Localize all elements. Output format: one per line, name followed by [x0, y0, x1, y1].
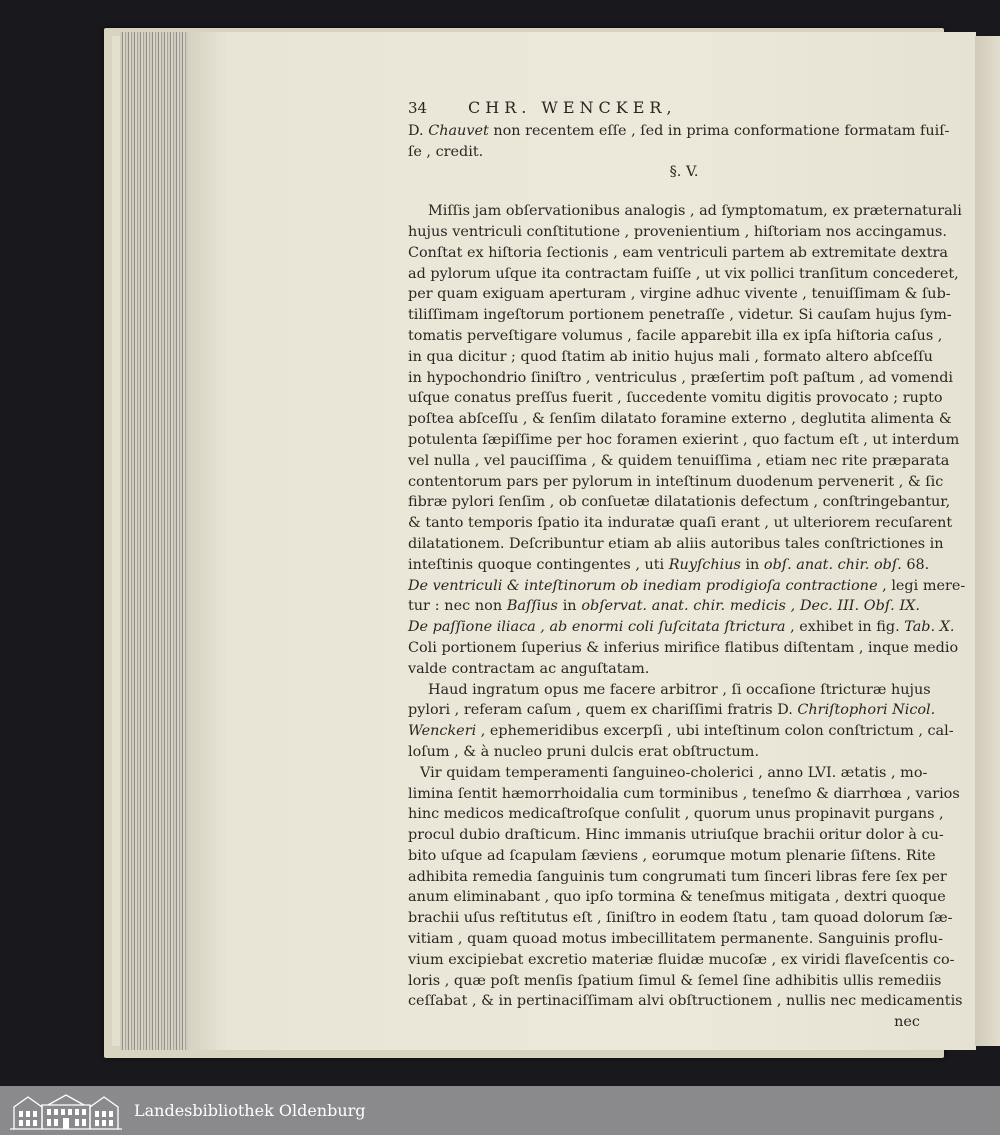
text-line: [408, 867, 947, 888]
page-stack-edges: [120, 32, 192, 1050]
text-segment: Conſtat ex hiſtoria ſectionis , eam ventriculi partem ab extremitate dextra: [408, 244, 948, 261]
text-segment: adhibita remedia ſanguinis tum congrumati tum ſinceri libras fere ſex per: [408, 868, 947, 885]
italic-text: Chriſtophori Nicol.: [797, 702, 936, 719]
text-segment: contentorum pars per pylorum in inteſtinum duodenum pervenerit , & ſic: [408, 473, 944, 490]
text-segment: limina ſentit hæmorrhoidalia cum torminibus , teneſmo & diarrhœa , varios: [408, 785, 960, 802]
text-line: [408, 742, 920, 763]
text-segment: & tanto temporis ſpatio ita induratæ quaſi erant , ut ulteriorem recuſarent: [408, 515, 953, 532]
text-line: [408, 908, 953, 929]
text-line: [408, 201, 962, 222]
text-line: [408, 534, 944, 555]
text-segment: pylori , referam caſum , quem ex chariſſimi fratris D.: [408, 702, 798, 719]
text-line: [408, 825, 944, 846]
text-line: [408, 451, 950, 472]
text-line: [408, 680, 931, 701]
italic-text: Ruyſchius: [668, 556, 741, 573]
text-segment: non recentem eſſe , ſed in prima conformatione formatam fuiſ-: [488, 122, 950, 139]
text-segment: anum eliminabant , quo ipſo tormina & teneſmus mitigata , dextri quoque: [408, 889, 946, 906]
text-segment: ſe , credit.: [408, 143, 484, 160]
text-line: [408, 409, 952, 430]
page-text-block: [408, 98, 966, 1033]
text-line: [408, 804, 944, 825]
text-segment: vium excipiebat excretio materiæ fluidæ mucoſæ , ex viridi flaveſcentis co-: [408, 951, 955, 968]
text-segment: poſtea abſceſſu , & ſenſim dilatato foramine externo , deglutita alimenta &: [408, 411, 952, 428]
text-segment: Haud ingratum opus me facere arbitror , ſi occaſione ſtricturæ hujus: [428, 681, 931, 698]
text-line: [408, 326, 943, 347]
italic-text: De ventriculi & inteſtinorum ob inediam prodigioſa contractione: [408, 577, 878, 594]
text-segment: ceſſabat , & in pertinaciſſimam alvi obſtructionem , nullis nec medicamentis: [408, 993, 963, 1010]
text-segment: , legi mere-: [877, 577, 966, 594]
text-line: [408, 700, 936, 721]
text-line: [408, 492, 951, 513]
text-segment: in: [740, 556, 764, 573]
library-building-icon: [8, 1091, 124, 1131]
text-line: [408, 971, 942, 992]
text-segment: vel nulla , vel pauciſſima , & quidem tenuiſſima , etiam nec rite præparata: [408, 452, 950, 469]
catchword: nec: [894, 1014, 920, 1031]
text-line: [408, 430, 960, 451]
text-line: [408, 264, 959, 285]
text-segment: D.: [408, 122, 429, 139]
text-segment: tur : nec non: [408, 598, 507, 615]
text-segment: , ephemeridibus excerpſi , ubi inteſtinum colon conſtrictum , cal-: [476, 723, 954, 740]
italic-text: Wenckeri: [408, 723, 477, 740]
text-line: [408, 121, 950, 142]
text-line: [408, 305, 952, 326]
text-segment: in qua dicitur ; quod ſtatim ab initio hujus mali , formato altero abſceſſu: [408, 348, 933, 365]
text-segment: per quam exiguam aperturam , virgine adhuc vivente , tenuiſſimam & ſub-: [408, 286, 951, 303]
text-line: [408, 784, 960, 805]
library-name: Landesbibliothek Oldenburg: [134, 1101, 366, 1120]
footer-bar: [0, 1086, 1000, 1135]
text-line: [408, 846, 936, 867]
italic-text: obſervat. anat. chir. medicis , Dec. III. Obſ. IX.: [581, 598, 920, 615]
text-segment: inteſtinis quoque contingentes , uti: [408, 556, 669, 573]
text-line: [408, 659, 920, 680]
text-line: [408, 763, 928, 784]
text-segment: tiliſſimam ingeſtorum portionem penetraſſe , videtur. Si cauſam hujus ſym-: [408, 307, 952, 324]
text-segment: hinc medicos medicaſtroſque conſulit , quorum unus propinavit purgans ,: [408, 806, 944, 823]
text-segment: Vir quidam temperamenti ſanguineo-cholerici , anno LVI. ætatis , mo-: [420, 764, 928, 781]
text-segment: hujus ventriculi conſtitutione , provenientium , hiſtoriam nos accingamus.: [408, 223, 947, 240]
italic-text: De paſſione iliaca , ab enormi coli ſuſcitata ſtrictura: [408, 619, 786, 636]
italic-text: Baſſius: [506, 598, 558, 615]
running-head: [408, 98, 920, 119]
text-segment: , exhibet in fig.: [785, 619, 905, 636]
text-line: [408, 347, 933, 368]
text-segment: tomatis perveſtigare volumus , facile apparebit illa ex ipſa hiſtoria caſus ,: [408, 327, 943, 344]
text-line: [408, 991, 963, 1012]
page-number: 34: [408, 99, 428, 117]
text-segment: valde contractam ac anguſtatam.: [408, 660, 650, 677]
text-line: [408, 887, 946, 908]
text-line: [408, 284, 951, 305]
text-segment: bito uſque ad ſcapulam ſæviens , eorumque motum plenarie ſiſtens. Rite: [408, 847, 936, 864]
text-segment: in hypochondrio ſiniſtro , ventriculus , præſertim poſt paſtum , ad vomendi: [408, 369, 954, 386]
italic-text: obſ. anat. chir. obſ.: [763, 556, 902, 573]
text-segment: ad pylorum uſque ita contractam fuiſſe , ut vix pollici tranſitum concederet,: [408, 265, 959, 282]
text-line: [408, 472, 944, 493]
italic-text: Tab. X.: [904, 619, 955, 636]
text-segment: in: [557, 598, 582, 615]
text-line: [408, 388, 943, 409]
text-lines-top: [408, 121, 950, 163]
text-lines-body: [408, 201, 966, 1012]
text-line: [408, 950, 955, 971]
running-title: CHR. WENCKER,: [468, 98, 677, 117]
text-segment: procul dubio draſticum. Hinc immanis utriuſque brachii oritur dolor à cu-: [408, 827, 944, 844]
text-line: [408, 638, 959, 659]
text-line: [408, 243, 948, 264]
text-segment: loris , quæ poſt menſis ſpatium ſimul & ſemel ſine adhibitis ullis remediis: [408, 972, 942, 989]
text-segment: uſque conatus preſſus fuerit , ſuccedente vomitu digitis provocato ; rupto: [408, 390, 943, 407]
section-heading: §. V.: [669, 164, 699, 181]
text-segment: dilatationem. Deſcribuntur etiam ab aliis autoribus tales conſtrictiones in: [408, 535, 944, 552]
text-segment: loſum , & à nucleo pruni dulcis erat obſtructum.: [408, 743, 760, 760]
text-line: [408, 513, 953, 534]
text-segment: Miſſis jam obſervationibus analogis , ad ſymptomatum, ex præternaturali: [428, 203, 962, 220]
italic-text: Chauvet: [428, 122, 489, 139]
text-line: [408, 222, 947, 243]
text-line: [408, 555, 930, 576]
text-line: [408, 929, 943, 950]
text-segment: Coli portionem ſuperius & inferius mirifice flatibus diſtentam , inque medio: [408, 639, 959, 656]
text-segment: brachii uſus reſtitutus eſt , ſiniſtro in eodem ſtatu , tam quoad dolorum ſæ-: [408, 910, 953, 927]
text-line: [408, 576, 966, 597]
text-line: [408, 142, 920, 163]
text-segment: 68.: [901, 556, 930, 573]
text-segment: vitiam , quam quoad motus imbecillitatem permanente. Sanguinis proflu-: [408, 931, 943, 948]
text-segment: fibræ pylori ſenſim , ob conſuetæ dilatationis defectum , conſtringebantur,: [408, 494, 951, 511]
text-line: [408, 368, 954, 389]
facing-page-edge: [975, 36, 1000, 1046]
text-line: [408, 617, 955, 638]
text-segment: potulenta ſæpiſſime per hoc foramen exierint , quo factum eſt , ut interdum: [408, 431, 960, 448]
text-line: [408, 596, 920, 617]
text-line: [408, 721, 954, 742]
